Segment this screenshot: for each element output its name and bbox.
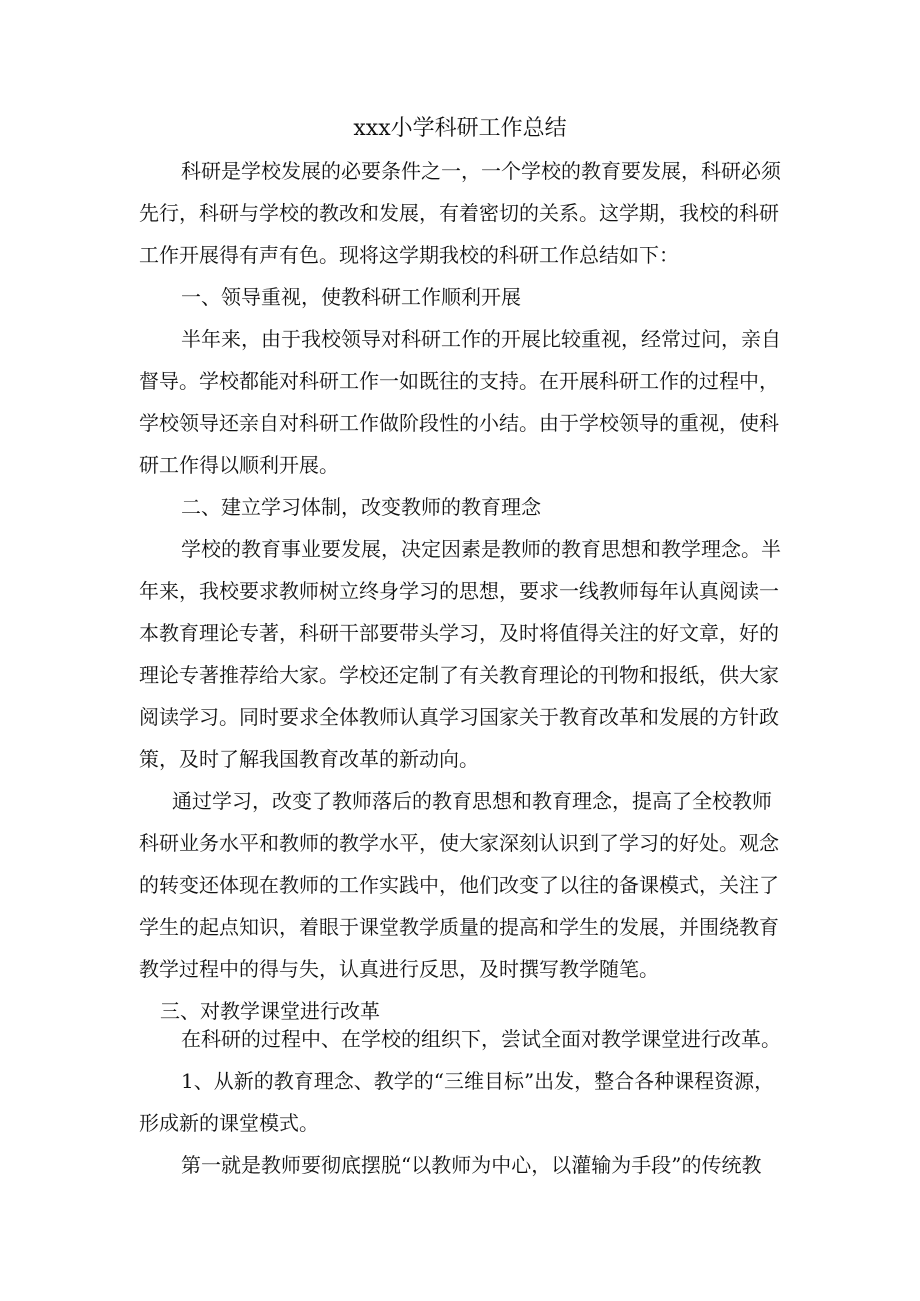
body-line: 先行，科研与学校的教改和发展，有着密切的关系。这学期，我校的科研 (139, 201, 779, 225)
section-heading: 三、对教学课堂进行改革 (160, 999, 380, 1023)
body-line: 策，及时了解我国教育改革的新动向。 (139, 747, 479, 771)
body-line: 年来，我校要求教师树立终身学习的思想，要求一线教师每年认真阅读一 (139, 579, 779, 603)
body-line: 理论专著推荐给大家。学校还定制了有关教育理论的刊物和报纸，供大家 (139, 663, 779, 687)
body-line: 1、从新的教育理念、教学的“三维目标”出发，整合各种课程资源， (181, 1069, 775, 1093)
body-line: 学生的起点知识，着眼于课堂教学质量的提高和学生的发展，并围绕教育 (139, 915, 779, 939)
document-title: xxx小学科研工作总结 (353, 116, 567, 141)
body-line: 半年来，由于我校领导对科研工作的开展比较重视，经常过问，亲自 (181, 327, 781, 351)
body-line: 通过学习，改变了教师落后的教育思想和教育理念，提高了全校教师 (172, 789, 772, 813)
body-line: 第一就是教师要彻底摆脱“以教师为中心，以灌输为手段”的传统教 (181, 1153, 762, 1177)
body-line: 科研业务水平和教师的教学水平，使大家深刻认识到了学习的好处。观念 (139, 831, 779, 855)
section-heading: 一、领导重视，使教科研工作顺利开展 (181, 285, 521, 309)
body-line: 工作开展得有声有色。现将这学期我校的科研工作总结如下： (139, 243, 679, 267)
body-line: 阅读学习。同时要求全体教师认真学习国家关于教育改革和发展的方针政 (139, 705, 779, 729)
body-line: 研工作得以顺利开展。 (139, 453, 339, 477)
body-line: 科研是学校发展的必要条件之一，一个学校的教育要发展，科研必须 (181, 159, 781, 183)
body-line: 在科研的过程中、在学校的组织下，尝试全面对教学课堂进行改革。 (181, 1027, 781, 1051)
body-line: 学校领导还亲自对科研工作做阶段性的小结。由于学校领导的重视，使科 (139, 411, 779, 435)
body-line: 形成新的课堂模式。 (139, 1111, 319, 1135)
body-line: 的转变还体现在教师的工作实践中，他们改变了以往的备课模式，关注了 (139, 873, 779, 897)
body-line: 本教育理论专著，科研干部要带头学习，及时将值得关注的好文章，好的 (139, 621, 779, 645)
body-line: 教学过程中的得与失，认真进行反思，及时撰写教学随笔。 (139, 957, 659, 981)
body-line: 学校的教育事业要发展，决定因素是教师的教育思想和教学理念。半 (181, 537, 781, 561)
body-line: 督导。学校都能对科研工作一如既往的支持。在开展科研工作的过程中， (139, 369, 779, 393)
section-heading: 二、建立学习体制，改变教师的教育理念 (181, 495, 541, 519)
